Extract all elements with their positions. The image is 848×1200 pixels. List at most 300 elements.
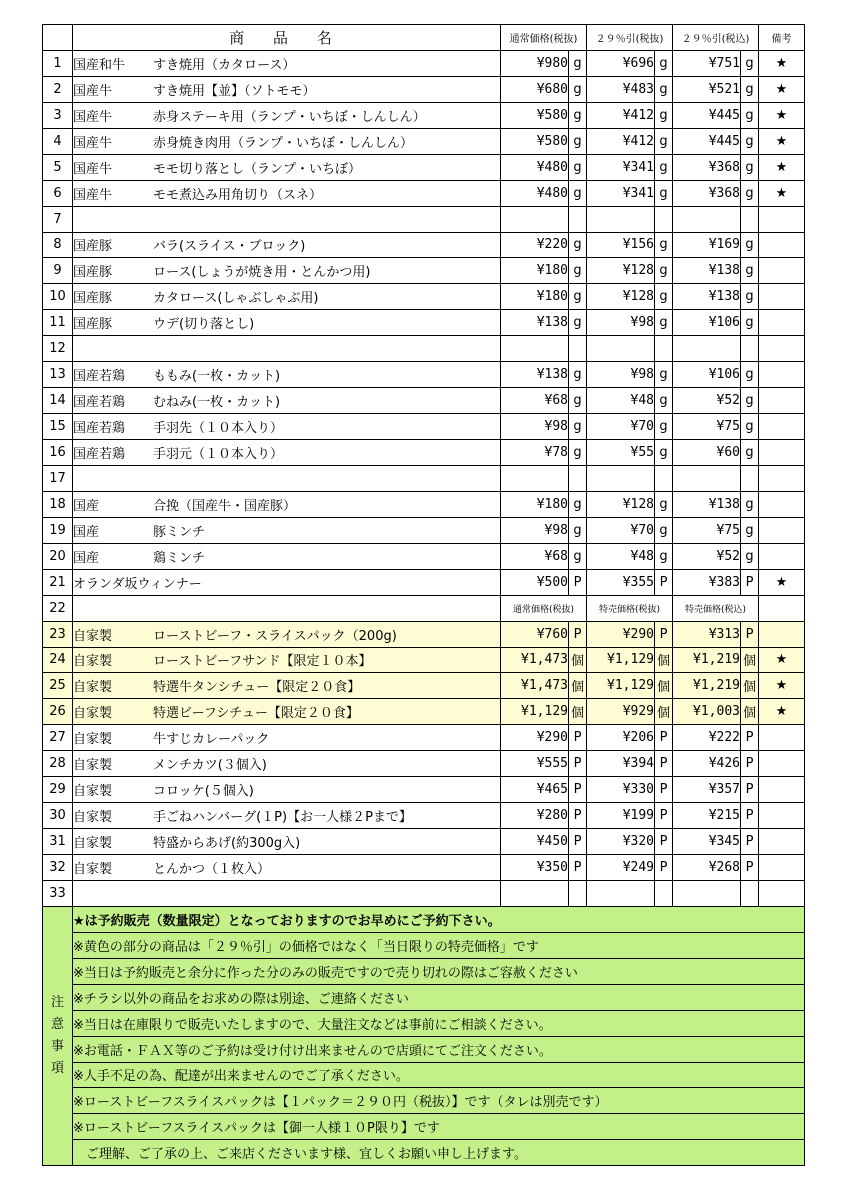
table-row	[43, 414, 805, 440]
product-category: 自家製	[73, 861, 113, 877]
regular-unit: g	[569, 50, 587, 76]
regular-price: ¥1,473	[501, 647, 569, 673]
notes-label-char: 意	[50, 1017, 64, 1033]
regular-price: ¥980	[501, 50, 569, 76]
reservation-star	[759, 232, 805, 258]
reservation-star: ★	[759, 673, 805, 699]
product-category: 国産牛	[73, 135, 113, 151]
regular-price: ¥480	[501, 180, 569, 206]
discount-price-in-tax: ¥52	[673, 543, 741, 569]
discount-unit-ex-tax: g	[655, 154, 673, 180]
regular-unit	[569, 206, 587, 232]
row-number: 10	[43, 284, 73, 310]
row-number: 8	[43, 232, 73, 258]
regular-unit: g	[569, 154, 587, 180]
discount-price-ex-tax	[587, 880, 655, 906]
discount-price-in-tax	[673, 206, 741, 232]
reservation-star	[759, 517, 805, 543]
discount-price-in-tax: ¥368	[673, 180, 741, 206]
product-category: 自家製	[73, 810, 113, 826]
table-row	[43, 621, 805, 647]
discount-price-ex-tax: ¥412	[587, 128, 655, 154]
discount-unit-in-tax: g	[741, 154, 759, 180]
regular-price: ¥280	[501, 803, 569, 829]
discount-unit-in-tax: g	[741, 102, 759, 128]
notice-text: ※ローストビーフスライスパックは【御一人様１０P限り】です	[73, 1114, 805, 1140]
discount-unit-in-tax: 個	[741, 647, 759, 673]
product-category: 国産若鶏	[73, 421, 126, 437]
product-name-cell	[73, 517, 501, 543]
notice-text: ※人手不足の為、配達が出来ませんのでご了承ください。	[73, 1062, 805, 1088]
discount-unit-in-tax: P	[741, 829, 759, 855]
row-number: 21	[43, 569, 73, 595]
product-name: すき焼用（カタロース）	[153, 57, 296, 73]
discount-price-in-tax: ¥138	[673, 284, 741, 310]
product-name: モモ切り落とし（ランプ・いちぼ）	[153, 161, 362, 177]
notice-text: ※ローストビーフスライスパックは【１パック＝２９０円（税抜）】です（タレは別売です）	[73, 1088, 805, 1114]
discount-price-in-tax: ¥60	[673, 440, 741, 466]
product-name-cell	[73, 180, 501, 206]
discount-price-ex-tax: ¥55	[587, 440, 655, 466]
discount-price-ex-tax: ¥249	[587, 855, 655, 881]
product-category: 国産豚	[73, 239, 113, 255]
discount-unit-in-tax: 個	[741, 699, 759, 725]
regular-price: ¥98	[501, 414, 569, 440]
regular-price: ¥500	[501, 569, 569, 595]
regular-unit: P	[569, 829, 587, 855]
discount-price-in-tax: ¥52	[673, 388, 741, 414]
discount-unit-ex-tax: g	[655, 284, 673, 310]
product-name: コロッケ(５個入)	[153, 784, 254, 800]
notice-row	[43, 1088, 805, 1114]
header-discount-in-tax: ２９％引(税込)	[673, 25, 759, 51]
product-category: 自家製	[73, 654, 113, 670]
discount-price-ex-tax: ¥341	[587, 154, 655, 180]
discount-price-ex-tax: ¥128	[587, 491, 655, 517]
product-name-cell	[73, 362, 501, 388]
discount-unit-in-tax: P	[741, 777, 759, 803]
regular-unit: P	[569, 725, 587, 751]
regular-unit: g	[569, 491, 587, 517]
regular-unit: g	[569, 76, 587, 102]
discount-unit-ex-tax: P	[655, 855, 673, 881]
discount-price-ex-tax: ¥98	[587, 362, 655, 388]
regular-unit: P	[569, 569, 587, 595]
header-discount-ex-tax: ２９％引(税抜)	[587, 25, 673, 51]
regular-unit: P	[569, 751, 587, 777]
regular-unit: P	[569, 803, 587, 829]
regular-price: ¥290	[501, 725, 569, 751]
subheader-special-ex-tax: 特売価格(税抜)	[587, 595, 673, 621]
header-regular-price: 通常価格(税抜)	[501, 25, 587, 51]
discount-unit-in-tax: g	[741, 232, 759, 258]
product-category: 国産豚	[73, 291, 113, 307]
regular-price: ¥220	[501, 232, 569, 258]
discount-unit-ex-tax: P	[655, 751, 673, 777]
discount-unit-ex-tax: P	[655, 569, 673, 595]
product-name: ロース(しょうが焼き用・とんかつ用)	[153, 265, 371, 281]
table-row	[43, 362, 805, 388]
row-number: 31	[43, 829, 73, 855]
discount-unit-ex-tax: P	[655, 829, 673, 855]
table-row	[43, 725, 805, 751]
row-number: 3	[43, 102, 73, 128]
product-name: 手羽先（１０本入り）	[153, 421, 284, 437]
discount-price-in-tax: ¥445	[673, 102, 741, 128]
table-row	[43, 180, 805, 206]
discount-unit-in-tax	[741, 465, 759, 491]
regular-unit: g	[569, 128, 587, 154]
discount-unit-ex-tax: 個	[655, 647, 673, 673]
product-name-cell	[73, 310, 501, 336]
notice-text: ご理解、ご了承の上、ご来店くださいます様、宜しくお願い申し上げます。	[73, 1140, 805, 1166]
product-name-cell	[73, 128, 501, 154]
product-category: 国産牛	[73, 109, 113, 125]
notice-row	[43, 1114, 805, 1140]
regular-price	[501, 880, 569, 906]
table-row	[43, 258, 805, 284]
product-name: 豚ミンチ	[153, 524, 206, 540]
discount-price-ex-tax	[587, 465, 655, 491]
discount-unit-ex-tax	[655, 880, 673, 906]
discount-unit-ex-tax: g	[655, 102, 673, 128]
row-number: 9	[43, 258, 73, 284]
table-row	[43, 673, 805, 699]
regular-price: ¥580	[501, 102, 569, 128]
row-number: 6	[43, 180, 73, 206]
product-name-cell	[73, 803, 501, 829]
notice-row	[43, 1062, 805, 1088]
regular-price: ¥180	[501, 258, 569, 284]
product-category: 国産牛	[73, 161, 113, 177]
regular-unit: g	[569, 310, 587, 336]
subheader-row	[43, 595, 805, 621]
price-list-table	[42, 24, 805, 1166]
row-number: 12	[43, 336, 73, 362]
reservation-star	[759, 440, 805, 466]
discount-unit-in-tax: g	[741, 517, 759, 543]
table-row	[43, 517, 805, 543]
discount-unit-ex-tax	[655, 206, 673, 232]
product-name: 特盛からあげ(約300g入)	[153, 836, 301, 852]
product-name: 手羽元（１０本入り）	[153, 446, 284, 462]
discount-price-ex-tax: ¥98	[587, 310, 655, 336]
reservation-star	[759, 829, 805, 855]
row-number: 1	[43, 50, 73, 76]
discount-price-in-tax: ¥445	[673, 128, 741, 154]
discount-unit-ex-tax: g	[655, 388, 673, 414]
product-name-cell	[73, 76, 501, 102]
table-row	[43, 465, 805, 491]
notice-row	[43, 932, 805, 958]
product-name-cell	[73, 829, 501, 855]
reservation-star	[759, 362, 805, 388]
reservation-star	[759, 310, 805, 336]
discount-unit-ex-tax: g	[655, 517, 673, 543]
reservation-star: ★	[759, 76, 805, 102]
discount-price-in-tax: ¥138	[673, 258, 741, 284]
product-name-cell	[73, 777, 501, 803]
discount-price-in-tax: ¥357	[673, 777, 741, 803]
regular-price: ¥68	[501, 388, 569, 414]
notice-row	[43, 1140, 805, 1166]
reservation-star	[759, 621, 805, 647]
regular-price: ¥98	[501, 517, 569, 543]
discount-price-in-tax: ¥751	[673, 50, 741, 76]
product-name-cell	[73, 388, 501, 414]
regular-unit: 個	[569, 647, 587, 673]
discount-price-ex-tax: ¥128	[587, 258, 655, 284]
product-name-cell	[73, 336, 501, 362]
product-category: 国産若鶏	[73, 446, 126, 462]
product-name: 特選ビーフシチュー【限定２０食】	[153, 706, 359, 722]
subheader-regular-price: 通常価格(税抜)	[501, 595, 587, 621]
table-row	[43, 491, 805, 517]
table-row	[43, 829, 805, 855]
regular-price: ¥450	[501, 829, 569, 855]
discount-price-ex-tax	[587, 206, 655, 232]
product-category: 国産	[73, 498, 100, 514]
reservation-star: ★	[759, 647, 805, 673]
discount-unit-in-tax: g	[741, 180, 759, 206]
discount-price-ex-tax: ¥412	[587, 102, 655, 128]
table-row	[43, 880, 805, 906]
regular-price: ¥555	[501, 751, 569, 777]
product-name: ローストビーフサンド【限定１０本】	[153, 654, 372, 670]
row-number: 26	[43, 699, 73, 725]
product-category: 自家製	[73, 836, 113, 852]
discount-unit-ex-tax: P	[655, 621, 673, 647]
table-row	[43, 336, 805, 362]
row-number: 33	[43, 880, 73, 906]
regular-unit: g	[569, 388, 587, 414]
discount-unit-ex-tax: g	[655, 180, 673, 206]
discount-price-in-tax: ¥426	[673, 751, 741, 777]
product-name-cell	[73, 491, 501, 517]
header-note: 備考	[759, 25, 805, 51]
notes-label	[43, 906, 73, 1165]
discount-price-ex-tax: ¥1,129	[587, 647, 655, 673]
product-name: 手ごねハンバーグ(１P)【お一人様２Pまで】	[153, 810, 412, 826]
discount-price-in-tax: ¥138	[673, 491, 741, 517]
discount-unit-in-tax: P	[741, 855, 759, 881]
regular-price: ¥580	[501, 128, 569, 154]
product-name-cell	[73, 206, 501, 232]
discount-price-in-tax	[673, 880, 741, 906]
reservation-star: ★	[759, 154, 805, 180]
regular-price: ¥68	[501, 543, 569, 569]
subheader-blank	[73, 595, 501, 621]
table-row	[43, 699, 805, 725]
row-number: 30	[43, 803, 73, 829]
discount-price-ex-tax: ¥320	[587, 829, 655, 855]
discount-price-ex-tax: ¥330	[587, 777, 655, 803]
discount-unit-ex-tax: g	[655, 543, 673, 569]
discount-unit-in-tax	[741, 206, 759, 232]
discount-price-ex-tax: ¥696	[587, 50, 655, 76]
product-name: カタロース(しゃぶしゃぶ用)	[153, 291, 319, 307]
discount-unit-in-tax	[741, 336, 759, 362]
discount-unit-in-tax: g	[741, 258, 759, 284]
product-name-cell	[73, 102, 501, 128]
discount-unit-ex-tax: P	[655, 725, 673, 751]
regular-price: ¥138	[501, 362, 569, 388]
regular-price: ¥760	[501, 621, 569, 647]
row-number: 2	[43, 76, 73, 102]
discount-unit-in-tax: g	[741, 543, 759, 569]
product-name: むねみ(一枚・カット)	[153, 395, 281, 411]
reservation-star	[759, 388, 805, 414]
reservation-star	[759, 751, 805, 777]
reservation-star: ★	[759, 102, 805, 128]
discount-unit-in-tax: P	[741, 803, 759, 829]
product-name-cell	[73, 855, 501, 881]
header-product-name: 商 品 名	[73, 25, 501, 51]
reservation-star	[759, 336, 805, 362]
row-number: 18	[43, 491, 73, 517]
product-name-cell	[73, 725, 501, 751]
table-row	[43, 76, 805, 102]
row-number: 19	[43, 517, 73, 543]
discount-price-ex-tax: ¥483	[587, 76, 655, 102]
discount-unit-ex-tax: g	[655, 128, 673, 154]
discount-price-ex-tax: ¥128	[587, 284, 655, 310]
regular-price: ¥180	[501, 491, 569, 517]
table-row	[43, 803, 805, 829]
table-row	[43, 751, 805, 777]
notice-row	[43, 958, 805, 984]
product-category: 国産豚	[73, 317, 113, 333]
discount-price-ex-tax: ¥156	[587, 232, 655, 258]
regular-price	[501, 336, 569, 362]
regular-unit: P	[569, 777, 587, 803]
notice-text: ※黄色の部分の商品は「２９％引」の価格ではなく「当日限りの特売価格」です	[73, 932, 805, 958]
product-category: 国産牛	[73, 187, 113, 203]
product-category: 自家製	[73, 758, 113, 774]
regular-price: ¥138	[501, 310, 569, 336]
product-name: とんかつ（１枚入）	[153, 861, 271, 877]
discount-unit-ex-tax: 個	[655, 699, 673, 725]
reservation-star: ★	[759, 180, 805, 206]
discount-unit-ex-tax	[655, 465, 673, 491]
product-name-cell	[73, 543, 501, 569]
reservation-star	[759, 777, 805, 803]
discount-unit-ex-tax: g	[655, 414, 673, 440]
discount-unit-in-tax: g	[741, 440, 759, 466]
product-name-cell	[73, 232, 501, 258]
discount-unit-ex-tax: P	[655, 803, 673, 829]
discount-unit-ex-tax: P	[655, 777, 673, 803]
reservation-star: ★	[759, 569, 805, 595]
discount-price-in-tax	[673, 465, 741, 491]
discount-price-in-tax: ¥383	[673, 569, 741, 595]
notes-label-char: 事	[50, 1039, 64, 1055]
table-row	[43, 50, 805, 76]
row-number: 29	[43, 777, 73, 803]
regular-price: ¥180	[501, 284, 569, 310]
row-number: 27	[43, 725, 73, 751]
row-number: 15	[43, 414, 73, 440]
discount-price-in-tax: ¥345	[673, 829, 741, 855]
header-row	[43, 25, 805, 51]
product-name: バラ(スライス・ブロック)	[153, 239, 306, 255]
discount-price-ex-tax	[587, 336, 655, 362]
product-name: すき焼用【並】（ソトモモ）	[153, 83, 316, 99]
product-name-cell	[73, 569, 501, 595]
regular-price: ¥1,473	[501, 673, 569, 699]
discount-unit-ex-tax: g	[655, 232, 673, 258]
discount-price-ex-tax: ¥199	[587, 803, 655, 829]
product-category: 国産豚	[73, 265, 113, 281]
reservation-star: ★	[759, 128, 805, 154]
table-body	[43, 25, 805, 1166]
discount-unit-in-tax: P	[741, 569, 759, 595]
discount-price-ex-tax: ¥70	[587, 414, 655, 440]
discount-price-in-tax: ¥169	[673, 232, 741, 258]
row-number: 13	[43, 362, 73, 388]
discount-price-ex-tax: ¥341	[587, 180, 655, 206]
discount-unit-ex-tax	[655, 336, 673, 362]
discount-price-in-tax: ¥106	[673, 362, 741, 388]
row-number: 28	[43, 751, 73, 777]
discount-price-ex-tax: ¥1,129	[587, 673, 655, 699]
row-number: 17	[43, 465, 73, 491]
discount-unit-in-tax: P	[741, 725, 759, 751]
reservation-star	[759, 206, 805, 232]
regular-unit: g	[569, 543, 587, 569]
discount-price-in-tax: ¥1,219	[673, 673, 741, 699]
discount-price-in-tax: ¥1,219	[673, 647, 741, 673]
row-number: 5	[43, 154, 73, 180]
regular-unit	[569, 880, 587, 906]
regular-price: ¥480	[501, 154, 569, 180]
discount-unit-ex-tax: g	[655, 440, 673, 466]
discount-price-ex-tax: ¥48	[587, 543, 655, 569]
product-category: 自家製	[73, 706, 113, 722]
discount-unit-in-tax: g	[741, 50, 759, 76]
regular-unit	[569, 336, 587, 362]
regular-unit: g	[569, 284, 587, 310]
discount-price-in-tax: ¥75	[673, 414, 741, 440]
notice-row	[43, 906, 805, 932]
product-name-cell	[73, 414, 501, 440]
product-category: 国産牛	[73, 83, 113, 99]
discount-price-ex-tax: ¥355	[587, 569, 655, 595]
table-row	[43, 647, 805, 673]
product-name-cell	[73, 673, 501, 699]
table-row	[43, 440, 805, 466]
notes-label-char: 項	[50, 1061, 64, 1077]
product-name: メンチカツ(３個入)	[153, 758, 267, 774]
product-name: 赤身焼き肉用（ランプ・いちぼ・しんしん）	[153, 135, 414, 151]
discount-unit-in-tax: g	[741, 414, 759, 440]
reservation-star	[759, 258, 805, 284]
discount-unit-in-tax: g	[741, 491, 759, 517]
discount-price-in-tax: ¥313	[673, 621, 741, 647]
discount-price-in-tax	[673, 336, 741, 362]
regular-price	[501, 206, 569, 232]
discount-price-ex-tax: ¥206	[587, 725, 655, 751]
discount-price-ex-tax: ¥929	[587, 699, 655, 725]
product-category: 自家製	[73, 628, 113, 644]
row-number: 20	[43, 543, 73, 569]
table-row	[43, 388, 805, 414]
discount-unit-in-tax: g	[741, 362, 759, 388]
product-category: 国産	[73, 550, 100, 566]
regular-unit: g	[569, 414, 587, 440]
notice-text: ※チラシ以外の商品をお求めの際は別途、ご連絡ください	[73, 984, 805, 1010]
product-name: 特選牛タンシチュー【限定２０食】	[153, 680, 361, 696]
